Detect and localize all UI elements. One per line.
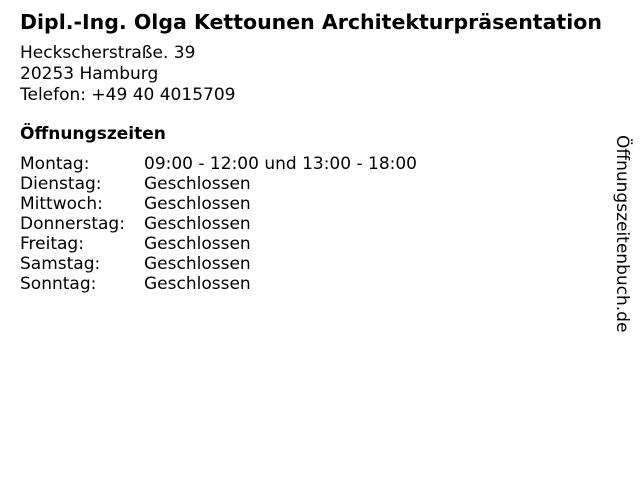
- day-label: Dienstag:: [20, 174, 102, 194]
- opening-hours-heading: Öffnungszeiten: [20, 124, 166, 144]
- opening-hours-table: [20, 154, 417, 294]
- hours-row-friday: [20, 234, 417, 254]
- time-value: Geschlossen: [144, 274, 251, 294]
- time-value: 09:00 - 12:00 und 13:00 - 18:00: [144, 154, 417, 174]
- day-label: Freitag:: [20, 234, 84, 254]
- day-label: Samstag:: [20, 254, 101, 274]
- hours-row-thursday: [20, 214, 417, 234]
- postal-city: 20253 Hamburg: [20, 64, 159, 84]
- hours-row-saturday: [20, 254, 417, 274]
- site-watermark: Öffnungszeitenbuch.de: [612, 135, 632, 333]
- day-label: Mittwoch:: [20, 194, 103, 214]
- day-label: Donnerstag:: [20, 214, 125, 234]
- street-address: Heckscherstraße. 39: [20, 43, 196, 63]
- time-value: Geschlossen: [144, 194, 251, 214]
- time-value: Geschlossen: [144, 214, 251, 234]
- hours-row-monday: [20, 154, 417, 174]
- hours-row-tuesday: [20, 174, 417, 194]
- hours-row-wednesday: [20, 194, 417, 214]
- day-label: Sonntag:: [20, 274, 97, 294]
- hours-row-sunday: [20, 274, 417, 294]
- phone-number: Telefon: +49 40 4015709: [20, 85, 236, 105]
- business-name: Dipl.-Ing. Olga Kettounen Architekturpräsentation: [20, 10, 602, 34]
- time-value: Geschlossen: [144, 234, 251, 254]
- day-label: Montag:: [20, 154, 90, 174]
- time-value: Geschlossen: [144, 254, 251, 274]
- time-value: Geschlossen: [144, 174, 251, 194]
- address-block: [20, 43, 235, 106]
